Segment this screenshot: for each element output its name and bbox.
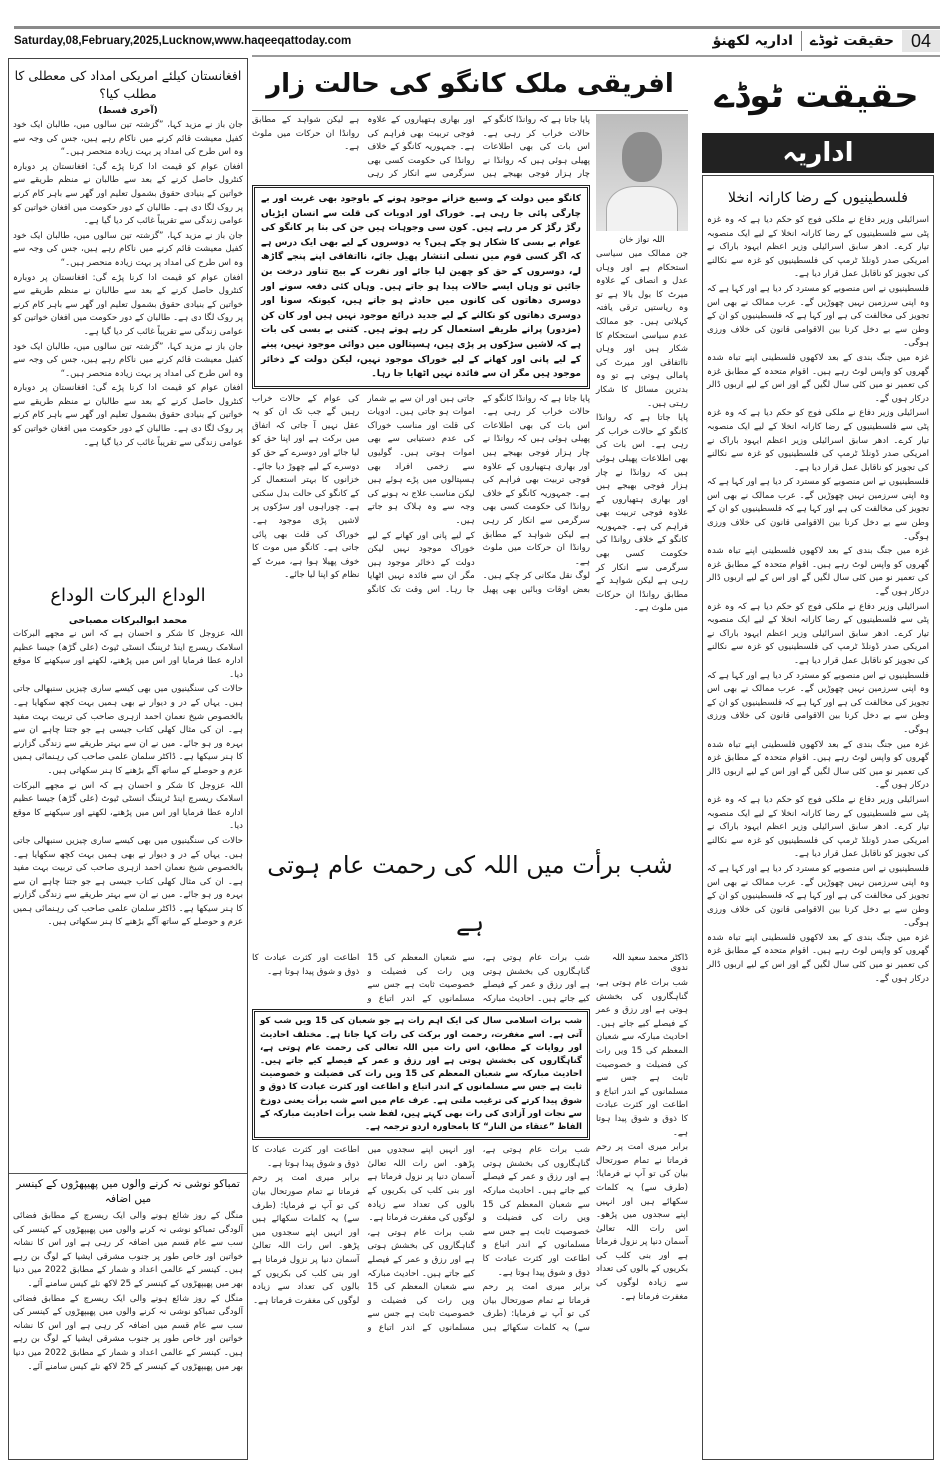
- paragraph: پایا جاتا ہے کہ روانڈا کانگو کے حالات خراب کر رہی ہے۔ اس بات کی بھی اطلاعات پھیلی ہوئی ہیں کہ روانڈا نے چار ہزار فوجی بھیجے ہیں اور بھاری ہتھیاروں کے علاوہ فوجی تربیت بھی فراہم کی ہے۔ جمہوریہ کانگو کے خلاف روانڈا کی حکومت کسی بھی سرگرمی سے انکار کر رہی ہے لیکن شواہد کے مطابق روانڈا ان حرکات میں ملوث ہے۔: [596, 413, 688, 614]
- paragraph: اسرائیلی وزیر دفاع نے ملکی فوج کو حکم دیا ہے کہ وہ غزہ پٹی سے فلسطینیوں کے رضا کارانہ انخلا کے لیے ایک منصوبہ تیار کرے۔ ادھر سابق اسرائیلی وزیر اعظم ایہود باراک نے امریکی صدر ڈونلڈ ٹرمپ کی فلسطینیوں کو غزہ سے نکالنے کی تجویز کو ناقابل عمل قرار دیا ہے۔: [707, 408, 929, 473]
- paragraph: کے لیے پانی اور کھانے کے لیے خوراک موجود نہیں لیکن دولت کے ذخائر موجود ہیں مگر ان سے فائدہ نہیں اٹھایا جا رہا۔ اس وقت تک کانگو کی عوام کے حالات خراب رہیں گے جب تک ان کو یہ عقل نہیں آ جاتی کہ اتفاق میں برکت ہے اور اپنا حق کو لیا جائے اور دوسرے کے حق کو دوسرے کے لیے چھوڑ دیا جائے۔ خزانوں کا بہتر استعمال کر کے کانگو کی حالت بدل سکتی ہے۔ چوراہوں اور سڑکوں پر لاشیں پڑی موجود ہے۔ خوراک کی قلت بھی پائی جاتی ہے۔ کانگو میں موت کا خوف پھیلا ہوا ہے، میرٹ کے نظام کو اپنا لیا جائے۔: [252, 393, 475, 595]
- paragraph: شب برات عام ہوتی ہے، گناہگاروں کی بخشش ہوتی ہے اور رزق و عمر کے فیصلے کیے جاتے ہیں۔ احادیث مبارکہ سے شعبان المعظم کی 15 ویں رات کی فضیلت و خصوصیت ثابت ہے جس سے مسلمانوں کے اندر اتباع و اطاعت اور کثرت عبادت کا ذوق و شوق پیدا ہوتا ہے۔: [482, 1145, 590, 1278]
- paragraph: برابر میری امت پر رحم فرماتا نے تمام صورتحال بیان کی تو آپ نے فرمایا: (طرف سے) یہ کلمات سکھائے ہیں اور انہیں اپنے سجدوں میں پڑھو۔ اس رات اللہ تعالیٰ آسمان دنیا پر نزول فرماتا ہے اور بنی کلب کی بکریوں کے بالوں کی تعداد سے زیادہ لوگوں کی مغفرت فرماتا ہے۔: [596, 1142, 688, 1302]
- paragraph: اللہ عزوجل کا شکر و احسان ہے کہ اس نے مجھے البرکات اسلامک ریسرچ اینڈ ٹریننگ انسٹی ٹیوٹ (علی گڑھ) جیسا عظیم ادارہ عطا فرمایا اور اس میں پڑھنے، لکھنے اور سیکھنے کا موقع دیا۔: [13, 629, 243, 680]
- header-bar: [14, 29, 940, 53]
- shab-highlight-box: شب برات اسلامی سال کی ایک اہم رات ہے جو شعبان کی 15 ویں شب کو آتی ہے۔ اسے مغفرت، رحمت اور برکت کی رات کہا جاتا ہے۔ مختلف احادیث اور روایات کے مطابق، اس رات میں اللہ تعالی کی رحمت عام ہوتی ہے، گناہگاروں کی بخشش ہوتی ہے اور رزق و عمر کے فیصلے کیے جاتے ہیں۔ احادیث مبارکہ سے شعبان المعظم کی 15 ویں رات کی فضیلت و خصوصیت ثابت ہے جس سے مسلمانوں کے اندر اتباع و اطاعت اور کثرت عبادت کا ذوق و شوق پیدا کرتے کی ترغیب ملتی ہے۔ عرف عام میں اسے شب برأت یعنی دوزخ سے نجات اور آزادی کی رات بھی کہتے ہیں، لفظ شب برأت احادیث مبارکہ کے الفاظ ”عتقاء من النار“ کا بامحاورہ اردو ترجمہ ہے۔: [252, 1009, 590, 1140]
- editorial-logo: حقیقت ٹوڈے: [714, 76, 919, 116]
- alwada-body: [13, 628, 243, 930]
- paragraph: افغان عوام کو قیمت ادا کرنا پڑے گی: افغانستان پر دوبارہ کنٹرول حاصل کرنے کے بعد سے طالبان نے منظم طریقے سے خواتین کے بنیادی حقوق بشمول تعلیم اور گھر سے باہر کام کرنے پر روک لگا دی ہے۔ طالبان کے دور حکومت میں افغان خواتین کو عوامی زندگی سے تقریباً غائب کر دیا گیا ہے۔: [13, 383, 243, 448]
- paragraph: اسرائیلی وزیر دفاع نے ملکی فوج کو حکم دیا ہے کہ وہ غزہ پٹی سے فلسطینیوں کے رضا کارانہ انخلا کے لیے ایک منصوبہ تیار کرے۔ ادھر سابق اسرائیلی وزیر اعظم ایہود باراک نے امریکی صدر ڈونلڈ ٹرمپ کی فلسطینیوں کو غزہ سے نکالنے کی تجویز کو ناقابل عمل قرار دیا ہے۔: [707, 601, 929, 666]
- afghan-body: [13, 119, 243, 450]
- author-photo: [596, 114, 688, 231]
- paragraph: شب برات عام ہوتی ہے، گناہگاروں کی بخشش ہوتی ہے اور رزق و عمر کے فیصلے کیے جاتے ہیں۔ احادیث مبارکہ سے شعبان المعظم کی 15 ویں رات کی فضیلت و خصوصیت ثابت ہے جس سے مسلمانوں کے اندر اتباع و اطاعت اور کثرت عبادت کا ذوق و شوق پیدا ہوتا ہے۔: [252, 1145, 475, 1333]
- paragraph: پایا جاتا ہے کہ روانڈا کانگو کے حالات خراب کر رہی ہے۔ اس بات کی بھی اطلاعات پھیلی ہوئی ہیں کہ روانڈا نے چار ہزار فوجی بھیجے ہیں اور بھاری ہتھیاروں کے علاوہ فوجی تربیت بھی فراہم کی ہے۔ جمہوریہ کانگو کے خلاف روانڈا کی حکومت کسی بھی سرگرمی سے انکار کر رہی ہے لیکن شواہد کے مطابق روانڈا ان حرکات میں ملوث ہے۔: [482, 393, 590, 567]
- tobacco-headline: تمباکو نوشی نہ کرنے والوں میں پھیپھڑوں کے کینسر میں اضافہ: [16, 1178, 240, 1205]
- paragraph: اسرائیلی وزیر دفاع نے ملکی فوج کو حکم دیا ہے کہ وہ غزہ پٹی سے فلسطینیوں کے رضا کارانہ انخلا کے لیے ایک منصوبہ تیار کرے۔ ادھر سابق اسرائیلی وزیر اعظم ایہود باراک نے امریکی صدر ڈونلڈ ٹرمپ کی فلسطینیوں کو غزہ سے نکالنے کی تجویز کو ناقابل عمل قرار دیا ہے۔: [707, 215, 929, 280]
- header-section: اداریہ لکھنؤ: [712, 33, 793, 49]
- paragraph: جان باز نے مزید کہا، ”گزشتہ تین سالوں میں، طالبان ایک خود کفیل معیشت قائم کرنے میں ناکام رہے ہیں، جس کی وجہ سے وہ اس طرح کی امداد پر بہت زیادہ منحصر ہیں۔“: [13, 120, 243, 158]
- editorial-box: [702, 175, 934, 1460]
- paragraph: حالات کی سنگینیوں میں بھی کیسے ساری چیزیں سنبھالی جاتی ہیں۔ یہاں کے در و دیوار نے بھی ہمیں بہت کچھ سکھایا ہے۔ بالخصوص شیخ نعمان احمد ازہری صاحب کی تربیت بہت مفید ہے۔ ان کی مثال کھلی کتاب جیسی ہے جو جتنا چاہے ان سے بہرہ ور ہو جائے۔ میں نے ان سے بہتر طریقے سے زندگی گزارنے کا ہنر سیکھا ہے۔ ڈاکٹر سلمان علمی صاحب کی رہنمائی ہمیں عزم و حوصلے کے ساتھ آگے بڑھنے کا ہنر سکھاتی ہیں۔: [13, 835, 243, 928]
- editorial-banner: اداریہ: [702, 133, 934, 173]
- tobacco-article: [13, 1177, 243, 1374]
- paragraph: جان باز نے مزید کہا، ”گزشتہ تین سالوں میں، طالبان ایک خود کفیل معیشت قائم کرنے میں ناکام رہے ہیں، جس کی وجہ سے وہ اس طرح کی امداد پر بہت زیادہ منحصر ہیں۔“: [13, 341, 243, 379]
- paragraph: شب برات عام ہوتی ہے، گناہگاروں کی بخشش ہوتی ہے اور رزق و عمر کے فیصلے کیے جاتے ہیں۔ احادیث مبارکہ سے شعبان المعظم کی 15 ویں رات کی فضیلت و خصوصیت ثابت ہے جس سے مسلمانوں کے اندر اتباع و اطاعت اور کثرت عبادت کا ذوق و شوق پیدا ہوتا ہے۔: [596, 978, 688, 1138]
- header-divider: [801, 31, 802, 51]
- page-number: 04: [902, 30, 940, 52]
- paragraph: منگل کے روز شائع ہونے والی ایک ریسرچ کے مطابق فضائی آلودگی تمباکو نوشی نہ کرنے والوں میں پھیپھڑوں کے کینسر کی سب سے عام قسم میں اضافہ کر رہی ہے اور اس کا نشانہ خواتین اور خاص طور پر جنوب مشرقی ایشیا کے لوگ بن رہے ہیں۔ کینسر کے عالمی اعداد و شمار کے مطابق 2022 میں دنیا بھر میں پھیپھڑوں کے کینسر کے 25 لاکھ نئے کیس سامنے آئے۔: [13, 1293, 243, 1372]
- paragraph: فلسطینیوں نے اس منصوبے کو مسترد کر دیا ہے اور کہا ہے کہ وہ اپنی سرزمین نہیں چھوڑیں گے۔ عرب ممالک نے بھی اس تجویز کی مخالفت کی ہے اور کہا ہے کہ فلسطینیوں کو ان کے وطن سے بے دخل کرنا بین الاقوامی قانون کی خلاف ورزی ہوگی۔: [707, 670, 929, 735]
- paragraph: منگل کے روز شائع ہونے والی ایک ریسرچ کے مطابق فضائی آلودگی تمباکو نوشی نہ کرنے والوں میں پھیپھڑوں کے کینسر کی سب سے عام قسم میں اضافہ کر رہی ہے اور اس کا نشانہ خواتین اور خاص طور پر جنوب مشرقی ایشیا کے لوگ بن رہے ہیں۔ کینسر کے عالمی اعداد و شمار کے مطابق 2022 میں دنیا بھر میں پھیپھڑوں کے کینسر کے 25 لاکھ نئے کیس سامنے آئے۔: [13, 1211, 243, 1289]
- alwada-headline: الوداع البرکات الوداع: [50, 585, 206, 606]
- paragraph: اللہ عزوجل کا شکر و احسان ہے کہ اس نے مجھے البرکات اسلامک ریسرچ اینڈ ٹریننگ انسٹی ٹیوٹ (علی گڑھ) جیسا عظیم ادارہ عطا فرمایا اور اس میں پڑھنے، لکھنے اور سیکھنے کا موقع دیا۔: [13, 780, 243, 832]
- header-paper-name: حقیقت ٹوڈے: [809, 33, 894, 49]
- editorial-column: [693, 60, 940, 1460]
- editorial-body: [707, 214, 929, 986]
- shab-headline: شب برأت میں اللہ کی رحمت عام ہوتی ہے: [267, 851, 673, 937]
- afghan-subtitle: (آخری قسط): [98, 106, 158, 116]
- paragraph: برابر میری امت پر رحم فرماتا نے تمام صورتحال بیان کی تو آپ نے فرمایا: (طرف سے) یہ کلمات سکھائے ہیں اور انہیں اپنے سجدوں میں پڑھو۔ اس رات اللہ تعالیٰ آسمان دنیا پر نزول فرماتا ہے اور بنی کلب کی بکریوں کے بالوں کی تعداد سے زیادہ لوگوں کی مغفرت فرماتا ہے۔: [252, 1173, 360, 1306]
- dateline: Saturday,08,February,2025,Lucknow,www.haqeeqattoday.com: [14, 35, 352, 47]
- paragraph: غزہ میں جنگ بندی کے بعد لاکھوں فلسطینی اپنے تباہ شدہ گھروں کو واپس لوٹ رہے ہیں۔ اقوام متحدہ کے مطابق غزہ کی تعمیر نو میں کئی سال لگیں گے اور اس کے لیے اربوں ڈالر درکار ہوں گے۔: [707, 739, 929, 791]
- paragraph: غزہ میں جنگ بندی کے بعد لاکھوں فلسطینی اپنے تباہ شدہ گھروں کو واپس لوٹ رہے ہیں۔ اقوام متحدہ کے مطابق غزہ کی تعمیر نو میں کئی سال لگیں گے اور اس کے لیے اربوں ڈالر درکار ہوں گے۔: [707, 352, 929, 404]
- paragraph: لوگ نقل مکانی کر چکے ہیں۔ بعض اوقات وبائیں بھی پھیل جاتی ہیں اور ان سے بے شمار اموات ہو جاتی ہیں۔ ادویات کی قلت اور مناسب خوراک کی عدم دستیابی سے بھی اموات ہوتی ہیں۔ گولیوں سے زخمی افراد بھی ہسپتالوں میں پڑے ہوئے ہیں لیکن مناسب علاج نہ ہونے کی وجہ سے وہ ہلاک ہو جاتے ہیں۔: [367, 393, 590, 595]
- paragraph: حالات کی سنگینیوں میں بھی کیسے ساری چیزیں سنبھالی جاتی ہیں۔ یہاں کے در و دیوار نے بھی ہمیں بہت کچھ سکھایا ہے۔ بالخصوص شیخ نعمان احمد ازہری صاحب کی تربیت بہت مفید ہے۔ ان کی مثال کھلی کتاب جیسی ہے جو جتنا چاہے ان سے بہرہ ور ہو جائے۔ میں نے ان سے بہتر طریقے سے زندگی گزارنے کا ہنر سیکھا ہے۔ ڈاکٹر سلمان علمی صاحب کی رہنمائی ہمیں عزم و حوصلے کے ساتھ آگے بڑھنے کا ہنر سکھاتی ہیں۔: [13, 684, 243, 776]
- congo-article: [252, 58, 688, 836]
- congo-intro: [252, 114, 590, 182]
- tobacco-body: [13, 1210, 243, 1374]
- congo-highlight-box: کانگو میں دولت کے وسیع خزانے موجود ہونے کے باوجود بھی غربت اور بے چارگی پائی جا رہی ہے۔ خوراک اور ادویات کی قلت سے انسان ایڑیاں رگڑ رگڑ کر مر رہے ہیں۔ کون سی وجوہات ہیں جن کی بنا پر کانگو کی عوام بے بسی کا شکار ہو چکے ہیں؟ یہ دوسروں کے لیے بھی ایک درس ہے کہ اگر کسی قوم میں نسلی انتشار پھیل جائے، نااتفاقی اپنے پنجے گاڑھ لے، دوسروں کے حق کو چھین لیا جائے اور نفرت کے بیج تناور درخت بن جائیں تو وہاں ایسے حالات پیدا ہو جاتے ہیں۔ وہاں کئی دفعہ سونے اور دوسری دھاتوں کی کانوں میں حادثے ہو جاتے ہیں، کیونکہ سونا اور دوسری دھاتوں کو نکالنے کے لیے جدید ذرائع موجود نہیں ہیں اور کان کن (مزدور) پرانے طریقے استعمال کر رہے ہوتے ہیں۔ کتنی بے بسی کی بات ہے کہ لاشیں سڑکوں پر پڑی ہیں، ہسپتالوں میں دوائی موجود نہیں، پینے کے لیے پانی اور کھانے کے لیے خوراک موجود نہیں، لیکن دولت کے ذخائر موجود ہیں مگر ان سے فائدہ نہیں اٹھایا جا رہا۔: [252, 185, 590, 389]
- paragraph: شب برات عام ہوتی ہے، گناہگاروں کی بخشش ہوتی ہے اور رزق و عمر کے فیصلے کیے جاتے ہیں۔ احادیث مبارکہ سے شعبان المعظم کی 15 ویں رات کی فضیلت و خصوصیت ثابت ہے جس سے مسلمانوں کے اندر اتباع و اطاعت اور کثرت عبادت کا ذوق و شوق پیدا ہوتا ہے۔: [252, 953, 590, 1004]
- congo-body: [252, 393, 590, 598]
- paragraph: غزہ میں جنگ بندی کے بعد لاکھوں فلسطینی اپنے تباہ شدہ گھروں کو واپس لوٹ رہے ہیں۔ اقوام متحدہ کے مطابق غزہ کی تعمیر نو میں کئی سال لگیں گے اور اس کے لیے اربوں ڈالر درکار ہوں گے۔: [707, 932, 929, 984]
- paragraph: برابر میری امت پر رحم فرماتا نے تمام صورتحال بیان کی تو آپ نے فرمایا: (طرف سے) یہ کلمات سکھائے ہیں اور انہیں اپنے سجدوں میں پڑھو۔ اس رات اللہ تعالیٰ آسمان دنیا پر نزول فرماتا ہے اور بنی کلب کی بکریوں کے بالوں کی تعداد سے زیادہ لوگوں کی مغفرت فرماتا ہے۔: [367, 1145, 590, 1333]
- afghan-article: [13, 59, 243, 583]
- paragraph: افغان عوام کو قیمت ادا کرنا پڑے گی: افغانستان پر دوبارہ کنٹرول حاصل کرنے کے بعد سے طالبان نے منظم طریقے سے خواتین کے بنیادی حقوق بشمول تعلیم اور گھر سے باہر کام کرنے پر روک لگا دی ہے۔ طالبان کے دور حکومت میں افغان خواتین کو عوامی زندگی سے تقریباً غائب کر دیا گیا ہے۔: [13, 161, 243, 227]
- paragraph: فلسطینیوں نے اس منصوبے کو مسترد کر دیا ہے اور کہا ہے کہ وہ اپنی سرزمین نہیں چھوڑیں گے۔ عرب ممالک نے بھی اس تجویز کی مخالفت کی ہے اور کہا ہے کہ فلسطینیوں کو ان کے وطن سے بے دخل کرنا بین الاقوامی قانون کی خلاف ورزی ہوگی۔: [707, 477, 929, 542]
- paragraph: غزہ میں جنگ بندی کے بعد لاکھوں فلسطینی اپنے تباہ شدہ گھروں کو واپس لوٹ رہے ہیں۔ اقوام متحدہ کے مطابق غزہ کی تعمیر نو میں کئی سال لگیں گے اور اس کے لیے اربوں ڈالر درکار ہوں گے۔: [707, 546, 929, 598]
- shab-author: ڈاکٹر محمد سعید اللہ ندوی: [612, 953, 688, 973]
- shab-article: [252, 836, 688, 1336]
- congo-body-right: [596, 248, 688, 616]
- divider: [252, 110, 688, 111]
- shab-body-right: [596, 977, 688, 1304]
- header-rule: [252, 55, 940, 57]
- paragraph: افغان عوام کو قیمت ادا کرنا پڑے گی: افغانستان پر دوبارہ کنٹرول حاصل کرنے کے بعد سے طالبان نے منظم طریقے سے خواتین کے بنیادی حقوق بشمول تعلیم اور گھر سے باہر کام کرنے پر روک لگا دی ہے۔ طالبان کے دور حکومت میں افغان خواتین کو عوامی زندگی سے تقریباً غائب کر دیا گیا ہے۔: [13, 272, 243, 337]
- middle-column: [252, 58, 688, 1336]
- alwada-article: [13, 583, 243, 1173]
- alwada-author: محمد ابوالبرکات مصباحی: [68, 615, 188, 626]
- divider: [9, 1173, 247, 1174]
- afghan-headline: افغانستان کیلئے امریکی امداد کی معطلی کا مطلب کیا؟: [14, 68, 242, 101]
- paragraph: پایا جاتا ہے کہ روانڈا کانگو کے حالات خراب کر رہی ہے۔ اس بات کی بھی اطلاعات پھیلی ہوئی ہیں کہ روانڈا نے چار ہزار فوجی بھیجے ہیں اور بھاری ہتھیاروں کے علاوہ فوجی تربیت بھی فراہم کی ہے۔ جمہوریہ کانگو کے خلاف روانڈا کی حکومت کسی بھی سرگرمی سے انکار کر رہی ہے لیکن شواہد کے مطابق روانڈا ان حرکات میں ملوث ہے۔: [252, 115, 590, 180]
- shab-intro: [252, 952, 590, 1006]
- editorial-title: فلسطینیوں کے رضا کارانہ انخلا: [728, 190, 908, 206]
- congo-headline: افریقی ملک کانگو کی حالت زار: [266, 69, 674, 99]
- congo-author: اللہ نواز خان: [619, 235, 665, 245]
- paragraph: جان باز نے مزید کہا، ”گزشتہ تین سالوں میں، طالبان ایک خود کفیل معیشت قائم کرنے میں ناکام رہے ہیں، جس کی وجہ سے وہ اس طرح کی امداد پر بہت زیادہ منحصر ہیں۔“: [13, 230, 243, 268]
- left-column: [8, 58, 248, 1460]
- paragraph: جن ممالک میں سیاسی استحکام ہے اور وہاں عدل و انصاف کے علاوہ میرٹ کا بول بالا ہے تو وہ ریاستیں ترقی یافتہ کہلاتی ہیں۔ جو ممالک عدم سیاسی استحکام کا شکار ہیں اور وہاں نااتفاقی اور میرٹ کی پامالی ہوتی ہے تو وہ بدترین مسائل کا شکار رہتی ہیں۔: [596, 249, 688, 409]
- shab-body: [252, 1144, 590, 1335]
- paragraph: فلسطینیوں نے اس منصوبے کو مسترد کر دیا ہے اور کہا ہے کہ وہ اپنی سرزمین نہیں چھوڑیں گے۔ عرب ممالک نے بھی اس تجویز کی مخالفت کی ہے اور کہا ہے کہ فلسطینیوں کو ان کے وطن سے بے دخل کرنا بین الاقوامی قانون کی خلاف ورزی ہوگی۔: [707, 863, 929, 929]
- paragraph: فلسطینیوں نے اس منصوبے کو مسترد کر دیا ہے اور کہا ہے کہ وہ اپنی سرزمین نہیں چھوڑیں گے۔ عرب ممالک نے بھی اس تجویز کی مخالفت کی ہے اور کہا ہے کہ فلسطینیوں کو ان کے وطن سے بے دخل کرنا بین الاقوامی قانون کی خلاف ورزی ہوگی۔: [707, 283, 929, 349]
- paragraph: اسرائیلی وزیر دفاع نے ملکی فوج کو حکم دیا ہے کہ وہ غزہ پٹی سے فلسطینیوں کے رضا کارانہ انخلا کے لیے ایک منصوبہ تیار کرے۔ ادھر سابق اسرائیلی وزیر اعظم ایہود باراک نے امریکی صدر ڈونلڈ ٹرمپ کی فلسطینیوں کو غزہ سے نکالنے کی تجویز کو ناقابل عمل قرار دیا ہے۔: [707, 794, 929, 860]
